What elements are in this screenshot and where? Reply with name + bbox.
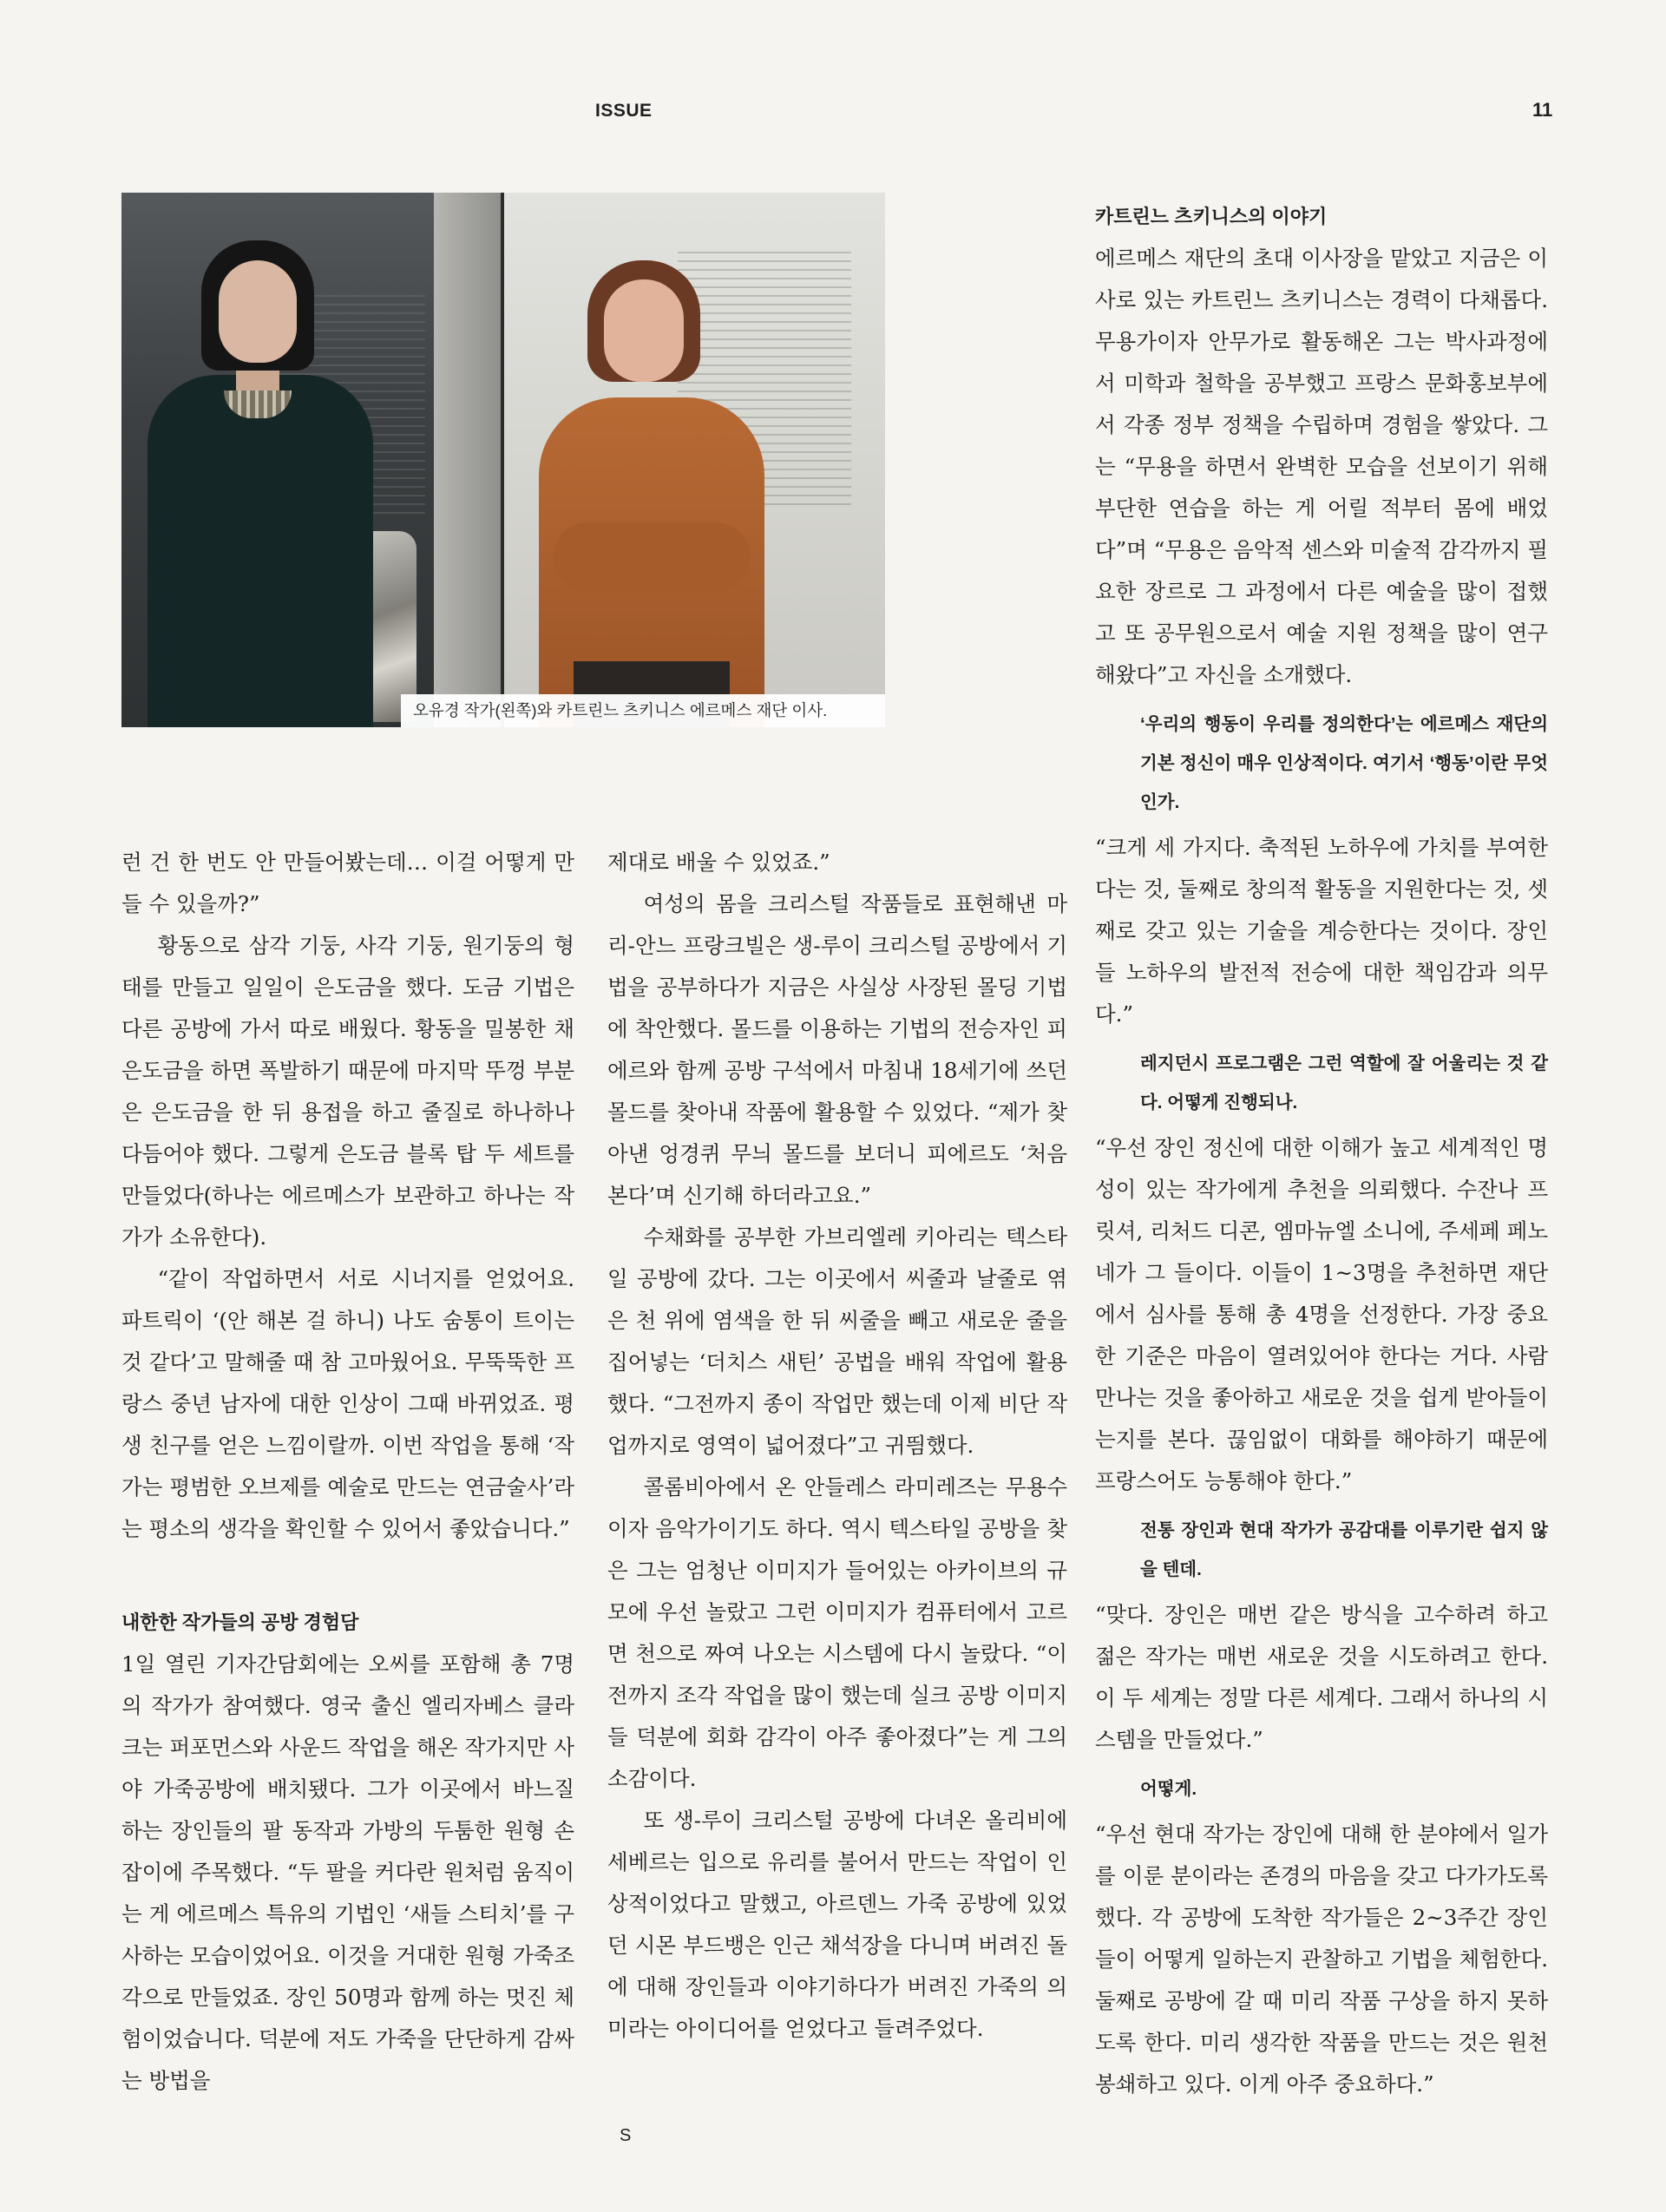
photo-left-panel — [121, 193, 501, 727]
person-left-body — [148, 375, 373, 727]
paragraph: 제대로 배울 수 있었죠.” — [607, 850, 830, 875]
paragraph: 1일 열린 기자간담회에는 오씨를 포함해 총 7명의 작가가 참여했다. 영국 출신 엘리자베스 클라크는 퍼포먼스와 사운드 작업을 해온 작가지만 사야 가죽공방에 배치됐다. 그가 이곳에서 바느질 하는 장인들의 팔 동작과 가방의 두툼한 원형 손잡이에 주목했다. “두 팔을 커다란 원처럼 움직이는 게 에르메스 특유의 기법인 ‘새들 스티치’를 구사하는 모습이었어요. 이것을 거대한 원형 가죽조각으로 만들었죠. 장인 50명과 함께 하는 멋진 체험이었습니다. 덕분에 저도 가죽을 단단하게 감싸는 방법을 — [121, 1651, 574, 2093]
section-label: ISSUE — [595, 101, 653, 121]
interview-question: 레지던시 프로그램은 그런 역할에 잘 어울리는 것 같다. 어떻게 진행되나. — [1140, 1053, 1548, 1113]
interview-answer: “크게 세 가지다. 축적된 노하우에 가치를 부여한다는 것, 둘째로 창의적 활동을 지원한다는 것, 셋째로 갖고 있는 기술을 계승한다는 것이다. 장인들 노하우의 발전적 전승에 대한 책임감과 의무다.” — [1095, 835, 1548, 1027]
person-left-face — [219, 260, 297, 363]
paragraph: 또 생-루이 크리스털 공방에 다녀온 올리비에 세베르는 입으로 유리를 불어서 만드는 작업이 인상적이었다고 말했고, 아르덴느 가죽 공방에 있었던 시몬 부드뱅은 인근 채석장을 다니며 버려진 돌에 대해 장인들과 이야기하다가 버려진 가죽의 의미라는 아이디어를 얻었다고 들려주었다. — [607, 1808, 1067, 2041]
middle-column — [607, 842, 1067, 2050]
section-subheading: 내한한 작가들의 공방 경험담 — [121, 1611, 359, 1633]
interview-question: 전통 장인과 현대 작가가 공감대를 이루기란 쉽지 않을 텐데. — [1140, 1520, 1548, 1579]
interview-answer: “우선 현대 작가는 장인에 대해 한 분야에서 일가를 이룬 분이라는 존경의 마음을 갖고 다가가도록 했다. 각 공방에 도착한 작가들은 2~3주간 장인들이 어떻게 일하는지 관찰하고 기법을 체험한다. 둘째로 공방에 갈 때 미리 작품 구상을 하지 못하도록 한다. 미리 생각한 작품을 만드는 것은 원천봉쇄하고 있다. 이게 아주 중요하다.” — [1095, 1821, 1548, 2097]
page-number: 11 — [1532, 99, 1553, 121]
interview-answer: “맞다. 장인은 매번 같은 방식을 고수하려 하고 젊은 작가는 매번 새로운 것을 시도하려고 한다. 이 두 세계는 정말 다른 세계다. 그래서 하나의 시스템을 만들었다.” — [1095, 1602, 1548, 1752]
interview-question: ‘우리의 행동이 우리를 정의한다’는 에르메스 재단의 기본 정신이 매우 인상적이다. 여기서 ‘행동’이란 무엇인가. — [1140, 714, 1548, 812]
paragraph: 수채화를 공부한 가브리엘레 키아리는 텍스타일 공방에 갔다. 그는 이곳에서 씨줄과 날줄로 엮은 천 위에 염색을 한 뒤 씨줄을 빼고 새로운 줄을 집어넣는 ‘더치스 새틴’ 공법을 배워 작업에 활용했다. “그전까지 종이 작업만 했는데 이제 비단 작업까지로 영역이 넓어졌다”고 귀띔했다. — [607, 1224, 1067, 1458]
footer-mark: S — [620, 2126, 632, 2145]
person-right-face — [604, 279, 684, 382]
person-right-arms — [553, 522, 751, 592]
article-photo — [121, 193, 885, 727]
pillar-decoration — [434, 193, 501, 727]
section-subheading: 카트린느 츠키니스의 이야기 — [1095, 206, 1328, 227]
photo-right-panel — [504, 193, 885, 727]
interview-question: 어떻게. — [1140, 1779, 1197, 1799]
photo-caption: 오유경 작가(왼쪽)와 카트린느 츠키니스 에르메스 재단 이사. — [401, 694, 885, 727]
paragraph: “같이 작업하면서 서로 시너지를 얻었어요. 파트릭이 ‘(안 해본 걸 하니) 나도 숨통이 트이는 것 같다’고 말해줄 때 참 고마웠어요. 무뚝뚝한 프랑스 중년 남자에 대한 인상이 그때 바뀌었죠. 평생 친구를 얻은 느낌이랄까. 이번 작업을 통해 ‘작가는 평범한 오브제를 예술로 만드는 연금술사’라는 평소의 생각을 확인할 수 있어서 좋았습니다.” — [121, 1266, 574, 1541]
paragraph: 에르메스 재단의 초대 이사장을 맡았고 지금은 이사로 있는 카트린느 츠키니스는 경력이 다채롭다. 무용가이자 안무가로 활동해온 그는 박사과정에서 미학과 철학을 공부했고 프랑스 문화홍보부에서 각종 정부 정책을 수립하며 경험을 쌓았다. 그는 “무용을 하면서 완벽한 모습을 선보이기 위해 부단한 연습을 하는 게 어릴 적부터 몸에 배었다”며 “무용은 음악적 센스와 미술적 감각까지 필요한 장르로 그 과정에서 다른 예술을 많이 접했고 또 공무원으로서 예술 지원 정책을 많이 연구해왔다”고 자신을 소개했다. — [1095, 246, 1548, 687]
paragraph: 콜롬비아에서 온 안들레스 라미레즈는 무용수이자 음악가이기도 하다. 역시 텍스타일 공방을 찾은 그는 엄청난 이미지가 들어있는 아카이브의 규모에 우선 놀랐고 그런 이미지가 컴퓨터에서 고르면 천으로 짜여 나오는 시스템에 다시 놀랐다. “이전까지 조각 작업을 많이 했는데 실크 공방 이미지들 덕분에 회화 감각이 아주 좋아졌다”는 게 그의 소감이다. — [607, 1474, 1067, 1791]
right-column — [1095, 196, 1548, 2105]
paragraph: 황동으로 삼각 기둥, 사각 기둥, 원기둥의 형태를 만들고 일일이 은도금을 했다. 도금 기법은 다른 공방에 가서 따로 배웠다. 황동을 밀봉한 채 은도금을 하면 폭발하기 때문에 마지막 뚜껑 부분은 은도금을 한 뒤 용접을 하고 줄질로 하나하나 다듬어야 했다. 그렇게 은도금 블록 탑 두 세트를 만들었다(하나는 에르메스가 보관하고 하나는 작가가 소유한다). — [121, 933, 574, 1250]
paragraph: 런 건 한 번도 안 만들어봤는데… 이걸 어떻게 만들 수 있을까?” — [121, 850, 574, 916]
left-column — [121, 842, 574, 2102]
interview-answer: “우선 장인 정신에 대한 이해가 높고 세계적인 명성이 있는 작가에게 추천을 의뢰했다. 수잔나 프릿셔, 리처드 디콘, 엠마뉴엘 소니에, 주세페 페노네가 그 들이다. 이들이 1~3명을 추천하면 재단에서 심사를 통해 총 4명을 선정한다. 가장 중요한 기준은 마음이 열려있어야 한다는 거다. 사람 만나는 것을 좋아하고 새로운 것을 쉽게 받아들이는지를 본다. 끊임없이 대화를 해야하기 때문에 프랑스어도 능통해야 한다.” — [1095, 1135, 1548, 1493]
paragraph: 여성의 몸을 크리스털 작품들로 표현해낸 마리-안느 프랑크빌은 생-루이 크리스털 공방에서 기법을 공부하다가 지금은 사실상 사장된 몰딩 기법에 착안했다. 몰드를 이용하는 기법의 전승자인 피에르와 함께 공방 구석에서 마침내 18세기에 쓰던 몰드를 찾아내 작품에 활용할 수 있었다. “제가 찾아낸 엉경퀴 무늬 몰드를 보더니 피에르도 ‘처음 본다’며 신기해 하더라고요.” — [607, 891, 1067, 1208]
